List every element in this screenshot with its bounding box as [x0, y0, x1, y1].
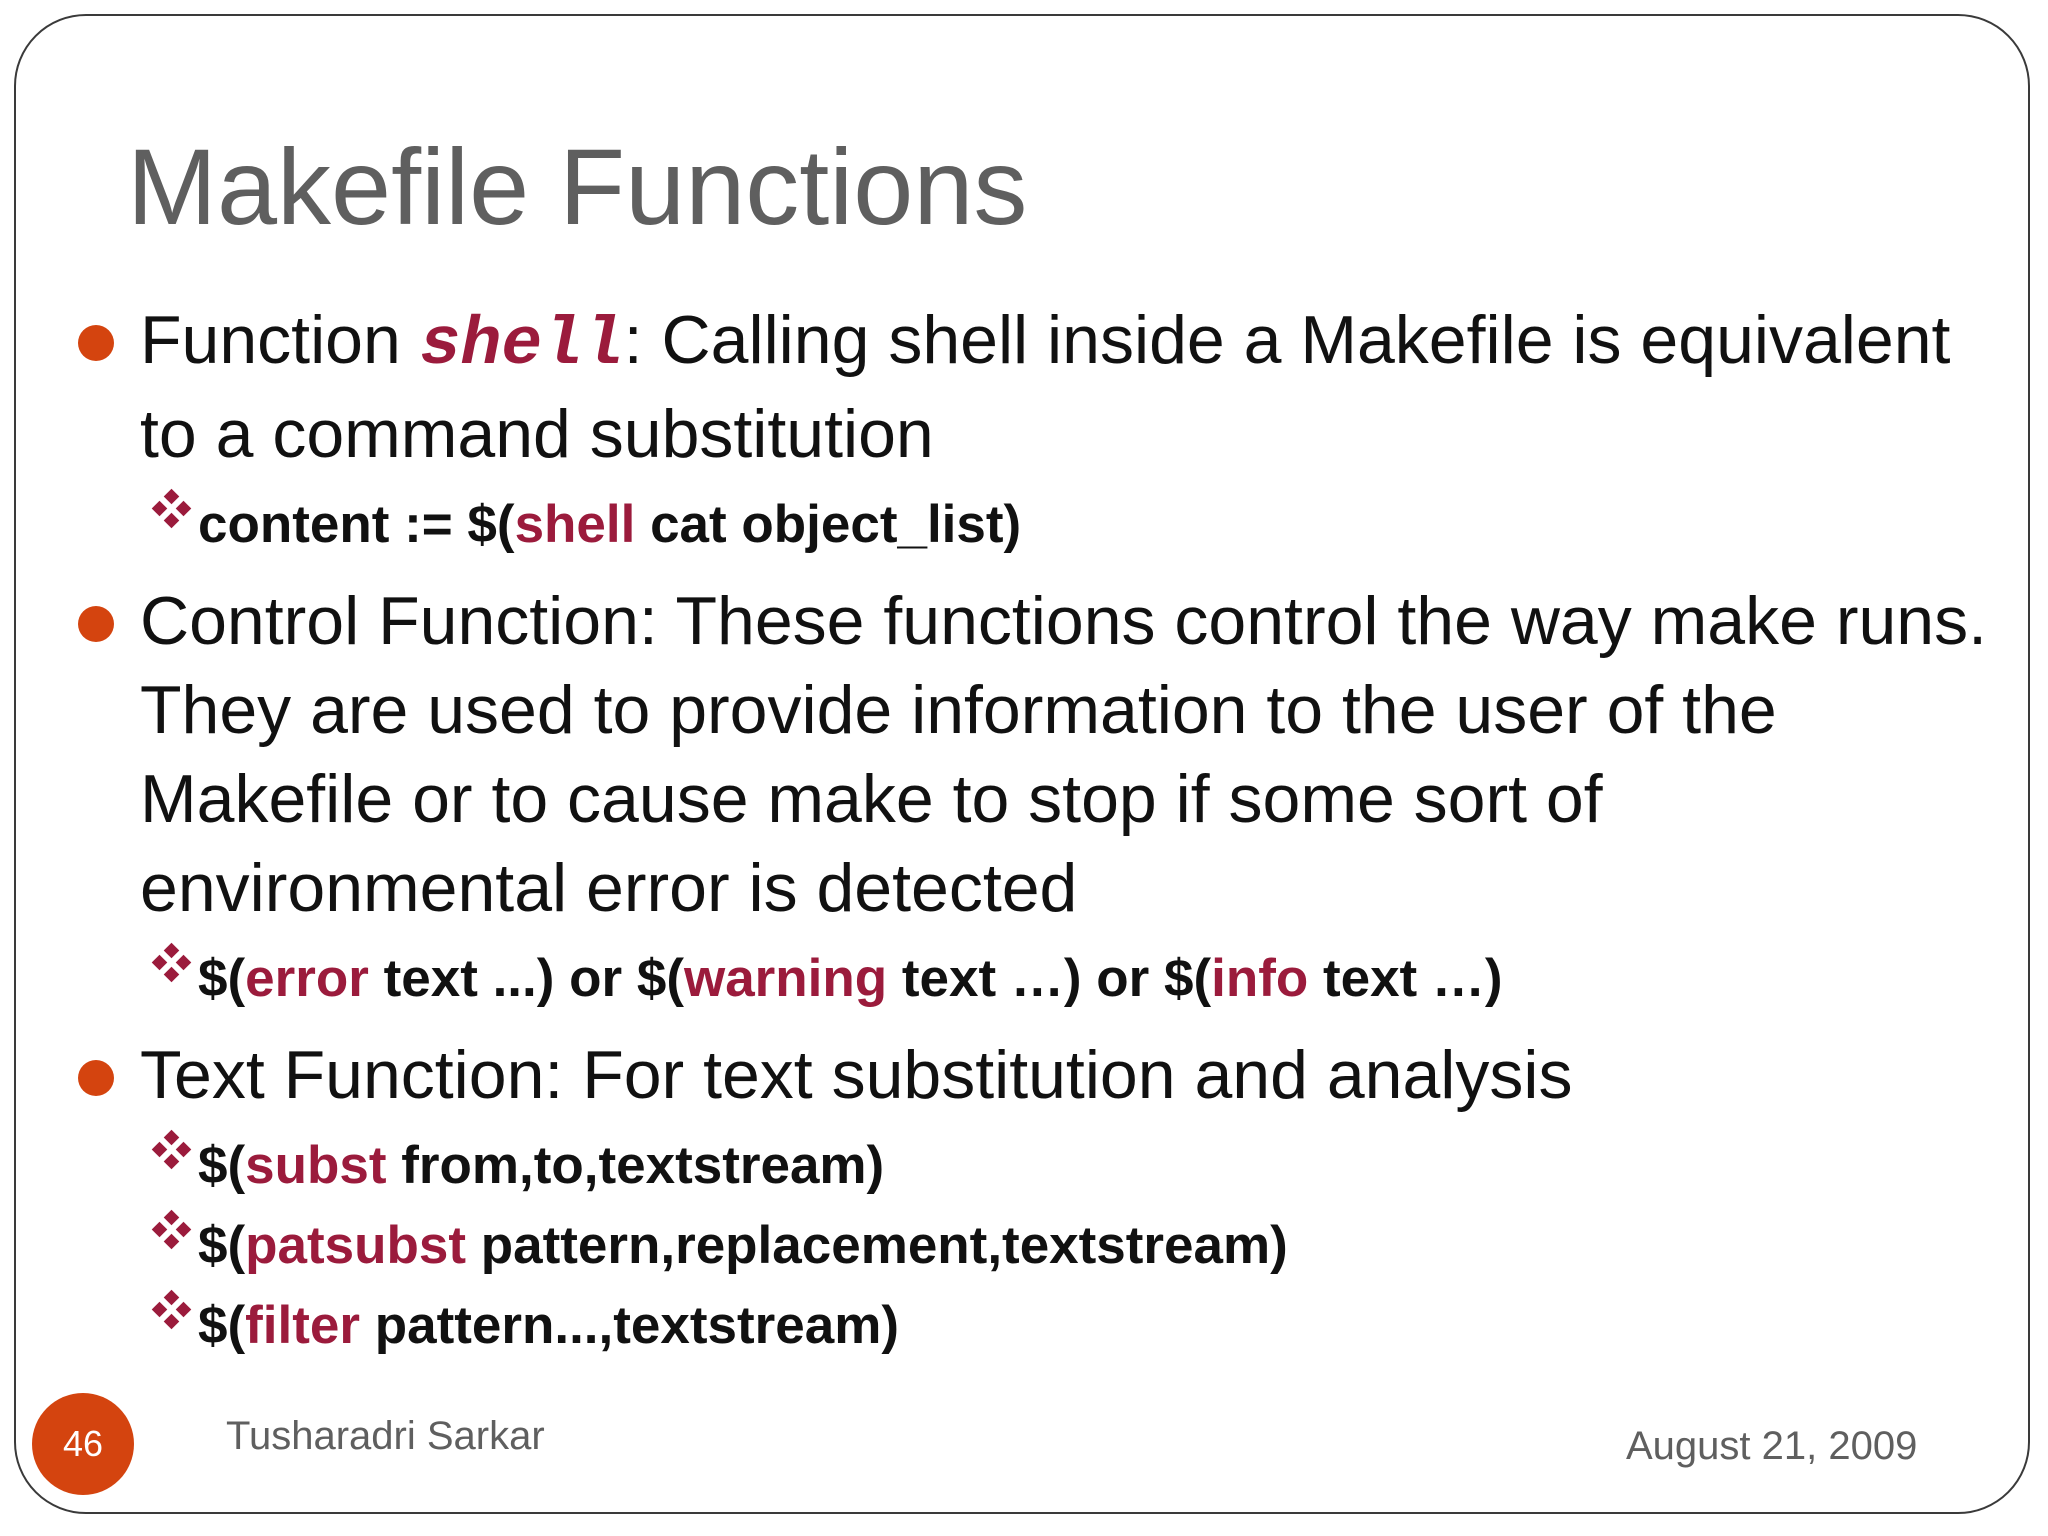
bullet-item — [70, 1031, 2000, 1120]
text-segment: cat object_list) — [635, 495, 1022, 554]
bullet-text: Control Function: These functions control the way make runs. They are used to provide information to the user of the Makefile or to cause make to stop if some sort of environmental error is detected — [140, 583, 1987, 926]
diamond-bullet-icon — [154, 1212, 190, 1248]
diamond-bullet-icon — [154, 491, 190, 527]
keyword-highlight: error — [245, 949, 369, 1008]
text-segment: $( — [198, 949, 246, 1008]
text-segment: text …) or $( — [887, 949, 1212, 1008]
bullet-item — [70, 577, 2000, 933]
slide-date: August 21, 2009 — [1626, 1424, 1918, 1468]
diamond-bullet-icon — [154, 945, 190, 981]
sub-item — [70, 485, 2000, 565]
text-segment: from,to,textstream) — [386, 1136, 885, 1195]
text-segment: text …) — [1308, 949, 1503, 1008]
slide-title: Makefile Functions — [127, 126, 1028, 247]
text-segment: Function — [140, 302, 420, 378]
keyword-highlight: shell — [514, 495, 636, 554]
sub-item — [70, 1286, 2000, 1366]
text-segment: $( — [198, 1136, 246, 1195]
keyword-highlight: info — [1211, 949, 1309, 1008]
keyword-highlight: warning — [683, 949, 888, 1008]
bullet-text: Text Function: For text substitution and analysis — [140, 1037, 1573, 1113]
text-segment: pattern...,textstream) — [360, 1296, 899, 1355]
diamond-bullet-icon — [154, 1292, 190, 1328]
bullet-text — [140, 302, 1950, 472]
bullet-dot-icon — [78, 606, 114, 642]
diamond-bullet-icon — [154, 1132, 190, 1168]
author-name: Tusharadri Sarkar — [226, 1414, 545, 1458]
keyword-highlight: patsubst — [245, 1216, 466, 1275]
slide-content — [70, 296, 2000, 1366]
keyword-highlight: subst — [245, 1136, 387, 1195]
code-keyword: shell — [419, 307, 624, 384]
text-segment: pattern,replacement,textstream) — [466, 1216, 1288, 1275]
keyword-highlight: filter — [245, 1296, 360, 1355]
bullet-dot-icon — [78, 325, 114, 361]
sub-item — [70, 1126, 2000, 1206]
page-number-badge: 46 — [32, 1393, 134, 1495]
text-segment: $( — [198, 1216, 246, 1275]
text-segment: text ...) or $( — [368, 949, 684, 1008]
text-segment: : Calling shell inside a Makefile is equivalent to a command substitution — [140, 302, 1951, 472]
text-segment: $( — [198, 1296, 246, 1355]
sub-item — [70, 939, 2000, 1019]
text-segment: content := $( — [198, 495, 515, 554]
bullet-item — [70, 296, 2000, 479]
bullet-dot-icon — [78, 1060, 114, 1096]
sub-item — [70, 1206, 2000, 1286]
